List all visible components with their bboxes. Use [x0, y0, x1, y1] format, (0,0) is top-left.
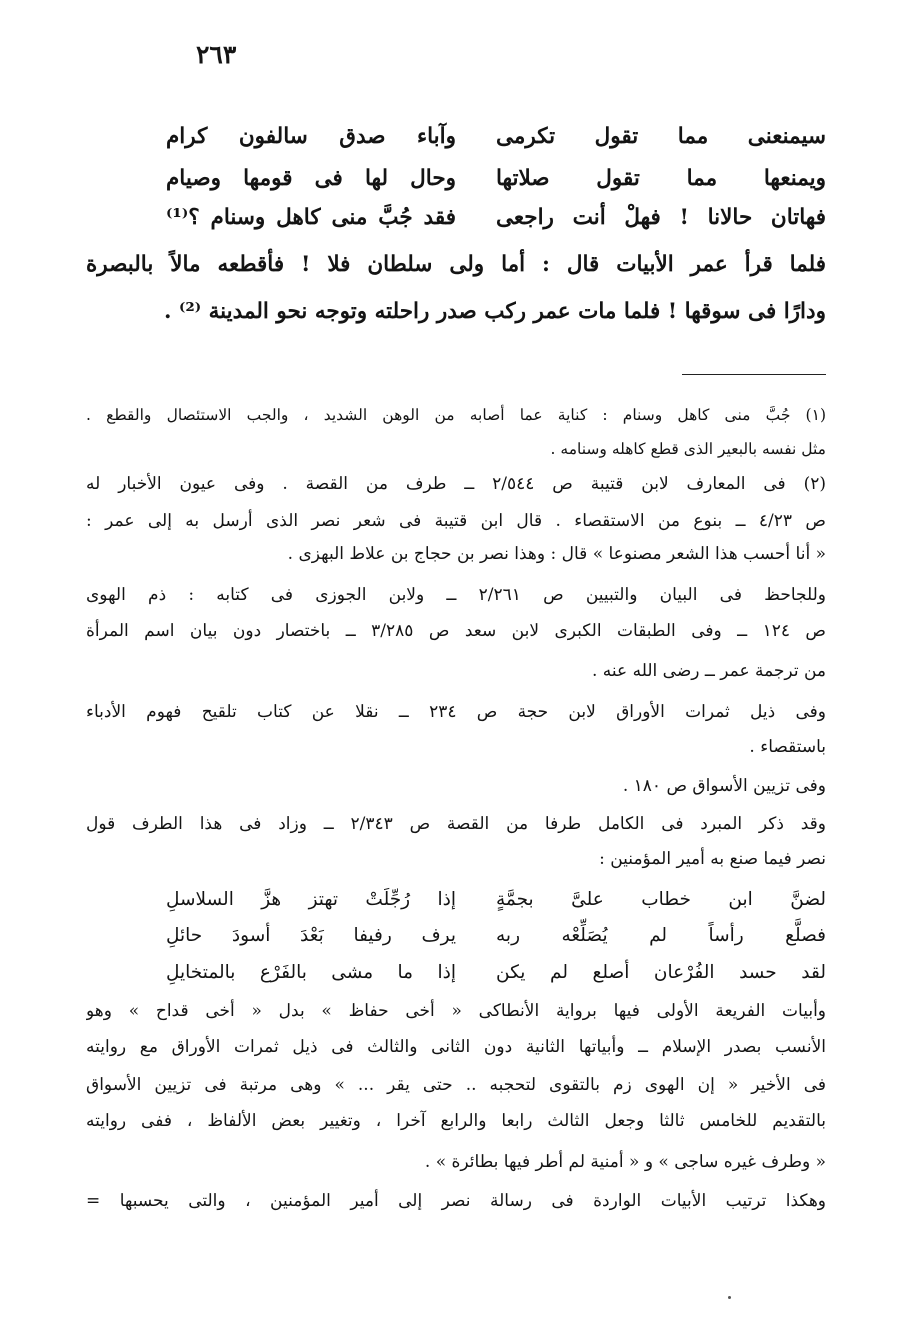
- footnote-poem-verse-1-first-hemistich: لضنَّ ابن خطاب علىَّ بجمَّةٍ: [496, 889, 826, 910]
- poem-verse-3-first-hemistich: فهاتان حالانا ! فهلْ أنت راجعى: [496, 205, 826, 230]
- poem-verse-2-first-hemistich: ويمنعها مما تقول صلاتها: [496, 166, 826, 191]
- footnote-poem-verse-2: [166, 919, 826, 953]
- poem-verse-2-second-hemistich: وحال لها فى قومها وصيام: [166, 166, 456, 191]
- footnote-1-line-1: (١) جُبَّ منى كاهل وسنام : كناية عما أصابه من الوهن الشديد ، والجب الاستئصال والقطع .: [86, 406, 826, 424]
- footnote-2-line-7: وفى ذيل ثمرات الأوراق لابن حجة ص ٢٣٤ ــ نقلا عن كتاب تلقيح فهوم الأدباء: [86, 702, 826, 722]
- footnote-2-line-3: « أنا أحسب هذا الشعر مصنوعا » قال : وهذا نصر بن حجاج بن علاط البهزى .: [287, 544, 826, 564]
- poem-verse-1-second-hemistich: وآباء صدق سالفون كرام: [166, 124, 456, 149]
- footnote-poem-verse-3-second-hemistich: إذا ما مشى بالفَرْع بالمتخايلِ: [166, 962, 456, 983]
- footnote-poem-verse-1: [166, 883, 826, 917]
- footnote-2-line-4: وللجاحظ فى البيان والتبيين ص ٢/٢٦١ ــ ولابن الجوزى فى كتابه : ذم الهوى: [86, 585, 826, 605]
- footnote-2-line-5: ص ١٢٤ ــ وفى الطبقات الكبرى لابن سعد ص ٣/٢٨٥ ــ باختصار دون بيان اسم المرأة: [86, 621, 826, 641]
- footnote-1-line-2: مثل نفسه بالبعير الذى قطع كاهله وسنامه .: [550, 440, 826, 458]
- page-number: ٢٦٣: [196, 40, 237, 69]
- footnote-2-line-11: نصر فيما صنع به أمير المؤمنين :: [599, 849, 826, 869]
- scan-speck: [728, 1296, 731, 1299]
- footnote-2-line-1: (٢) فى المعارف لابن قتيبة ص ٢/٥٤٤ ــ طرف من القصة . وفى عيون الأخبار له: [86, 474, 826, 494]
- footnote-2-line-9: وفى تزيين الأسواق ص ١٨٠ .: [622, 776, 826, 796]
- footnote-poem-verse-3-first-hemistich: لقد حسد الفُرْعان أصلع لم يكن: [496, 962, 826, 983]
- poem-verse-1: [166, 120, 826, 154]
- poem-verse-3-second-hemistich: فقد جُبَّ منى كاهل وسنام ؟⁽¹⁾: [166, 205, 456, 230]
- footnote-2-line-16: « وطرف غيره ساجى » و « أمنية لم أطر فيها بطائرة » .: [424, 1152, 826, 1172]
- footnote-2-line-14: فى الأخير « إن الهوى زم بالتقوى لتحجبه .. حتى يقر ... » وهى مرتبة فى تزيين الأسواق: [86, 1075, 826, 1095]
- poem-verse-3: [166, 201, 826, 235]
- poem-verse-1-first-hemistich: سيمنعنى مما تقول تكرمى: [496, 124, 826, 149]
- footnote-poem-verse-1-second-hemistich: إذا رُجِّلَتْ تهتز هزَّ السلاسلِ: [166, 889, 456, 910]
- body-line-2: ودارًا فى سوقها ! فلما مات عمر ركب صدر راحلته وتوجه نحو المدينة ⁽²⁾ .: [163, 299, 826, 324]
- footnote-2-line-6: من ترجمة عمر ــ رضى الله عنه .: [592, 661, 826, 681]
- body-line-1: فلما قرأ عمر الأبيات قال : أما ولى سلطان فلا ! فأقطعه مالاً بالبصرة: [86, 252, 826, 277]
- poem-verse-2: [166, 162, 826, 196]
- footnote-poem-verse-2-second-hemistich: يرف رفيفا بَعْدَ أسودَ حائلِ: [166, 925, 456, 946]
- footnote-separator: [682, 374, 826, 375]
- footnote-poem-verse-2-first-hemistich: فصلَّع رأساً لم يُصَلِّعْه ربه: [496, 925, 826, 946]
- footnote-2-line-15: بالتقديم للخامس ثالثا وجعل الثالث رابعا والرابع آخرا ، وتغيير بعض الألفاظ ، ففى روايته: [86, 1111, 826, 1131]
- footnote-2-line-13: الأنسب بصدر الإسلام ــ وأبياتها الثانية دون الثانى والثالث فى ذيل ثمرات الأوراق مع روايته: [86, 1037, 826, 1057]
- footnote-2-line-17: وهكذا ترتيب الأبيات الواردة فى رسالة نصر إلى أمير المؤمنين ، والتى يحسبها =: [86, 1191, 826, 1211]
- footnote-2-line-8: باستقصاء .: [749, 737, 826, 757]
- footnote-2-line-2: ص ٤/٢٣ ــ بنوع من الاستقصاء . قال ابن قتيبة فى شعر نصر الذى أرسل به إلى عمر :: [86, 511, 826, 531]
- footnote-poem-verse-3: [166, 956, 826, 990]
- footnote-2-line-12: وأبيات الفريعة الأولى فيها برواية الأنطاكى « أخى حفاظ » بدل « أخى قداح » وهو: [86, 1001, 826, 1021]
- footnote-2-line-10: وقد ذكر المبرد فى الكامل طرفا من القصة ص ٢/٣٤٣ ــ وزاد فى هذا الطرف قول: [86, 814, 826, 834]
